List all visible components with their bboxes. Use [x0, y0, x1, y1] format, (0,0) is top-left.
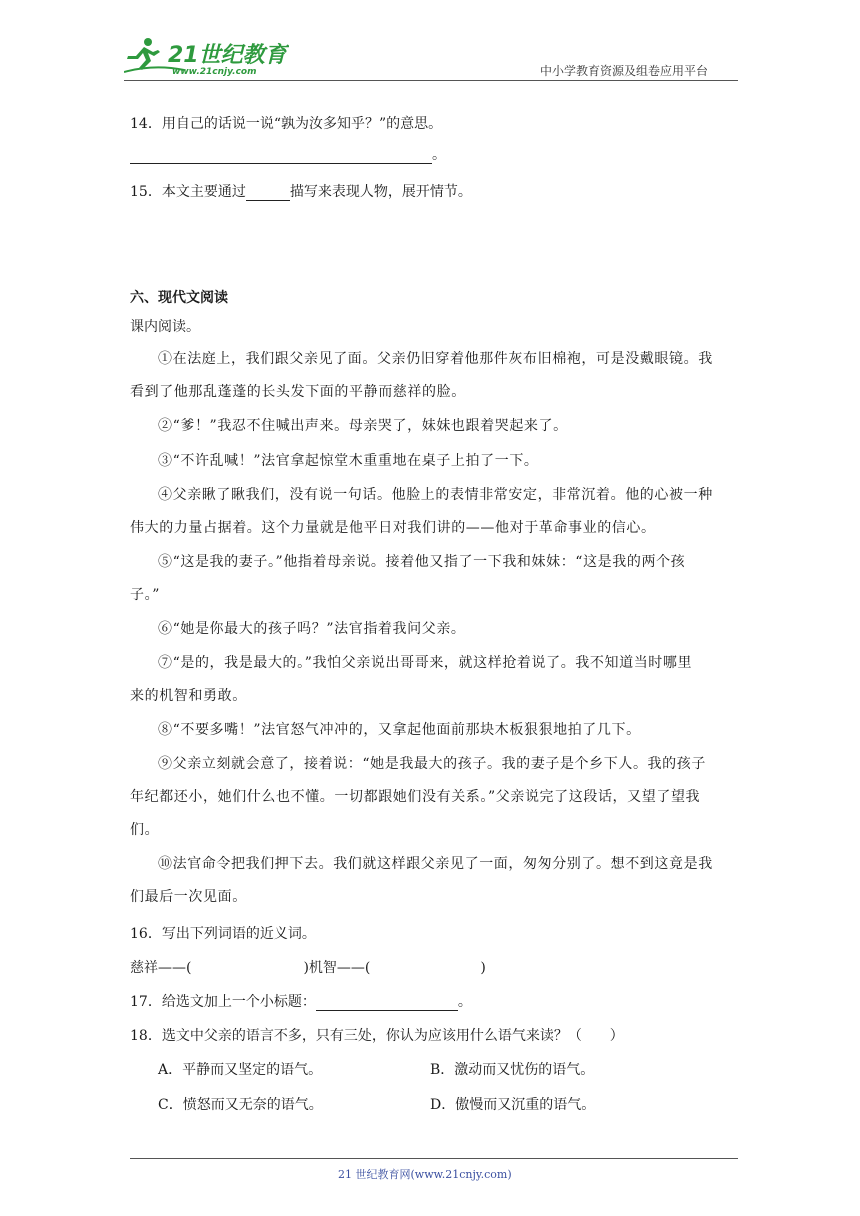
- passage-line: ④父亲瞅了瞅我们，没有说一句话。他脸上的表情非常安定，非常沉着。他的心被一种: [158, 487, 713, 503]
- section-title: 六、现代文阅读: [130, 290, 228, 306]
- footer-divider: [130, 1158, 738, 1159]
- passage-line: ②“爹！”我忍不住喊出声来。母亲哭了，妹妹也跟着哭起来了。: [158, 418, 568, 434]
- option-c[interactable]: C．愤怒而又无奈的语气。: [158, 1097, 323, 1113]
- end-mark: 。: [432, 147, 446, 163]
- option-d[interactable]: D．傲慢而又沉重的语气。: [430, 1097, 596, 1113]
- end-mark: 。: [457, 994, 472, 1010]
- passage-line: ⑧“不要多嘴！”法官怒气冲冲的，又拿起他面前那块木板狠狠地拍了几下。: [158, 722, 641, 738]
- passage-line: ⑦“是的，我是最大的。”我怕父亲说出哥哥来，就这样抢着说了。我不知道当时哪里: [158, 655, 693, 671]
- header-platform-text: 中小学教育资源及组卷应用平台: [540, 64, 709, 78]
- question-17-text: 17．给选文加上一个小标题：: [130, 994, 316, 1010]
- question-15-prefix: 15．本文主要通过: [130, 184, 246, 200]
- passage-line: ①在法庭上，我们跟父亲见了面。父亲仍旧穿着他那件灰布旧棉袍，可是没戴眼镜。我: [158, 351, 713, 367]
- logo-text: 21世纪教育: [168, 43, 287, 68]
- closing-paren: ): [480, 960, 486, 976]
- passage-line: ③“不许乱喊！”法官拿起惊堂木重重地在桌子上拍了一下。: [158, 453, 539, 469]
- passage-line: ⑩法官命令把我们押下去。我们就这样跟父亲见了一面，匆匆分别了。想不到这竟是我: [158, 856, 713, 872]
- question-14: 14．用自己的话说一说“孰为汝多知乎？”的意思。: [130, 116, 443, 132]
- question-14-answer: [130, 144, 446, 164]
- header-divider: [124, 80, 738, 81]
- option-a[interactable]: A．平静而又坚定的语气。: [158, 1062, 323, 1078]
- question-18: 18．选文中父亲的语言不多，只有三处，你认为应该用什么语气来读？（ ）: [130, 1028, 624, 1044]
- section-subtitle: 课内阅读。: [130, 319, 200, 335]
- answer-blank[interactable]: [246, 186, 290, 201]
- passage-line: 们。: [130, 822, 160, 838]
- site-logo: [124, 34, 289, 78]
- answer-blank[interactable]: [130, 149, 432, 164]
- passage-line: 来的机智和勇敢。: [130, 688, 247, 704]
- passage-line: 年纪都还小，她们什么也不懂。一切都跟她们没有关系。”父亲说完了这段话，又望了望我: [130, 789, 701, 805]
- question-15: [130, 181, 472, 201]
- passage-line: ⑤“这是我的妻子。”他指着母亲说。接着他又指了一下我和妹妹：“这是我的两个孩: [158, 554, 686, 570]
- passage-line: 们最后一次见面。: [130, 889, 247, 905]
- passage-line: 伟大的力量占据着。这个力量就是他平日对我们讲的——他对于革命事业的信心。: [130, 520, 656, 536]
- footer-text[interactable]: 21 世纪教育网(www.21cnjy.com): [338, 1168, 512, 1181]
- logo-url: www.21cnjy.com: [172, 67, 257, 77]
- question-16-answers: [130, 957, 486, 977]
- passage-line: 看到了他那乱蓬蓬的长头发下面的平静而慈祥的脸。: [130, 384, 466, 400]
- synonym-word-2: )机智——(: [303, 960, 371, 976]
- answer-blank[interactable]: [316, 996, 458, 1011]
- passage-line: 子。”: [130, 587, 160, 603]
- question-17: [130, 991, 472, 1011]
- passage-line: ⑥“她是你最大的孩子吗？”法官指着我问父亲。: [158, 621, 466, 637]
- synonym-word-1: 慈祥——(: [130, 960, 192, 976]
- logo-graphic: [124, 34, 289, 78]
- question-16: 16．写出下列词语的近义词。: [130, 926, 316, 942]
- passage-line: ⑨父亲立刻就会意了，接着说：“她是我最大的孩子。我的妻子是个乡下人。我的孩子: [158, 756, 706, 772]
- question-15-suffix: 描写来表现人物，展开情节。: [289, 184, 472, 200]
- option-b[interactable]: B．激动而又忧伤的语气。: [430, 1062, 595, 1078]
